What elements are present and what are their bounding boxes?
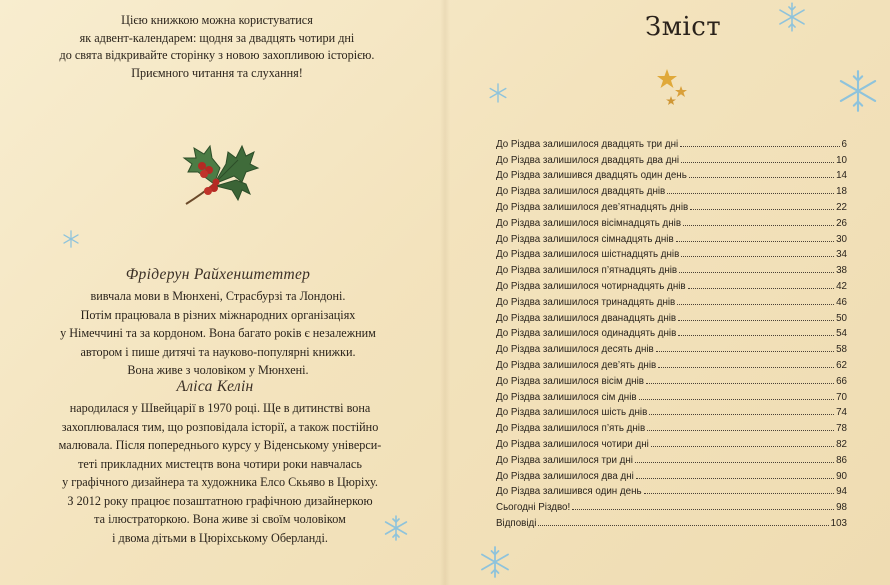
toc-entry-title: До Різдва залишилося п’ять днів [496,423,646,435]
toc-leader-dots [658,366,834,368]
toc-entry[interactable] [496,513,847,529]
toc-leader-dots [679,271,834,273]
bio-line: вивчала мови в Мюнхені, Страсбурзі та Лондоні. [90,289,346,303]
toc-entry-page: 38 [836,265,847,277]
toc-entry-page: 30 [836,233,847,245]
toc-entry-page: 103 [830,517,847,529]
toc-entry-title: До Різдва залишилося одинадцять днів [496,328,677,340]
toc-entry-page: 50 [836,312,847,324]
intro-line: Приємного читання та слухання! [131,65,303,80]
toc-leader-dots [656,350,834,352]
toc-leader-dots [678,334,834,336]
table-of-contents [496,134,847,529]
bio-line: у графічного дизайнера та художника Елсо Скьяво в Цюріху. [62,475,378,489]
toc-entry-page: 14 [836,170,847,182]
toc-leader-dots [639,398,835,400]
toc-entry-title: До Різдва залишилося тринадцять днів [496,296,676,308]
snowflake-icon [478,544,512,580]
toc-entry[interactable] [496,434,847,450]
toc-entry[interactable] [496,497,847,513]
toc-entry-page: 26 [836,217,847,229]
toc-entry[interactable] [496,387,847,403]
bio-line: у Німеччині та за кордоном. Вона багато років є незалежним [60,326,376,340]
toc-entry-page: 86 [836,454,847,466]
toc-leader-dots [538,524,828,526]
toc-leader-dots [680,145,839,147]
toc-entry[interactable] [496,418,847,434]
intro-line: як адвент-календарем: щодня за двадцять чотири дні [79,30,355,45]
toc-entry[interactable] [496,229,847,245]
bio-line: Вона живе з чоловіком у Мюнхені. [127,363,309,377]
toc-leader-dots [651,445,834,447]
toc-entry-page: 18 [836,186,847,198]
toc-entry-title: До Різдва залишилося дев’ять днів [496,359,657,371]
snowflake-icon [382,514,410,542]
toc-entry-title: До Різдва залишилося двадцять три дні [496,138,679,150]
toc-entry-page: 54 [836,328,847,340]
toc-entry[interactable] [496,150,847,166]
toc-entry-page: 90 [836,470,847,482]
bio-line: народилася у Швейцарії в 1970 році. Ще в дитинстві вона [69,401,371,415]
bio-line: теті прикладних мистецтв вона чотири роки навчалась [78,456,362,471]
toc-entry-title: Відповіді [496,517,537,529]
toc-entry-title: До Різдва залишилося шістнадцять днів [496,249,680,261]
toc-entry[interactable] [496,308,847,324]
toc-entry-title: Сьогодні Різдво! [496,502,571,514]
snowflake-icon [62,230,80,248]
toc-entry-title: До Різдва залишилося три дні [496,454,633,466]
bio-line: автором і пише дитячі та науково-популярні книжки. [80,344,356,359]
holly-icon [180,128,262,210]
bio-line: і двома дітьми в Цюріхському Оберланді. [112,530,328,545]
toc-entry[interactable] [496,324,847,340]
toc-entry-page: 6 [841,138,847,150]
toc-entry-title: До Різдва залишилося два дні [496,470,634,482]
toc-entry[interactable] [496,466,847,482]
toc-entry-page: 58 [836,344,847,356]
toc-entry-title: До Різдва залишилося двадцять два дні [496,154,680,166]
toc-title: Зміст [645,12,722,42]
toc-leader-dots [647,429,834,431]
toc-entry-title: До Різдва залишилося вісім днів [496,375,644,387]
toc-entry-page: 98 [836,502,847,514]
toc-entry[interactable] [496,371,847,387]
author1-bio [48,287,388,380]
toc-entry-title: До Різдва залишилося двадцять днів [496,186,666,198]
toc-entry-page: 46 [836,296,847,308]
toc-entry-page: 74 [836,407,847,419]
bio-line: малювала. Після попереднього курсу у Віденському універси- [58,438,382,452]
toc-entry-page: 34 [836,249,847,261]
toc-entry[interactable] [496,213,847,229]
intro-text [52,12,382,82]
author2-name: Аліса Келін [176,378,254,395]
toc-entry-page: 78 [836,423,847,435]
toc-leader-dots [690,208,834,210]
toc-entry[interactable] [496,197,847,213]
toc-entry[interactable] [496,450,847,466]
intro-line: Цією книжкою можна користуватися [121,13,313,27]
toc-leader-dots [667,192,834,194]
toc-leader-dots [681,161,834,163]
toc-leader-dots [646,382,834,384]
toc-entry[interactable] [496,260,847,276]
snowflake-icon [770,0,814,34]
bio-line: та ілюстраторкою. Вона живе зі своїм чоловіком [94,512,346,526]
toc-entry-page: 70 [836,391,847,403]
toc-entry-page: 42 [836,280,847,292]
toc-entry[interactable] [496,181,847,197]
toc-entry-title: До Різдва залишилося сім днів [496,391,637,403]
toc-entry-title: До Різдва залишилося вісімнадцять днів [496,217,682,229]
star-icon [656,68,690,108]
toc-leader-dots [677,303,834,305]
bio-line: З 2012 року працює позаштатною графічною дизайнеркою [67,493,373,508]
toc-entry-page: 66 [836,375,847,387]
toc-leader-dots [635,461,834,463]
toc-entry[interactable] [496,403,847,419]
snowflake-icon [835,68,881,114]
snowflake-icon [487,82,509,104]
toc-leader-dots [649,413,834,415]
toc-leader-dots [636,477,834,479]
toc-leader-dots [688,287,834,289]
toc-entry-page: 82 [836,438,847,450]
toc-entry-title: До Різдва залишилося чотирнадцять днів [496,280,686,292]
intro-line: до свята відкривайте сторінку з новою захопливою історією. [59,48,375,62]
bio-line: Потім працювала в різних міжнародних організаціях [80,307,356,322]
toc-entry-page: 22 [836,201,847,213]
toc-entry-page: 62 [836,359,847,371]
toc-entry-title: До Різдва залишилося сімнадцять днів [496,233,674,245]
toc-entry[interactable] [496,339,847,355]
toc-leader-dots [689,176,834,178]
toc-entry-page: 10 [836,154,847,166]
toc-leader-dots [678,319,834,321]
bio-line: захоплювалася тим, що розповідала історії, а також постійно [61,419,379,434]
toc-leader-dots [572,508,834,510]
toc-entry[interactable] [496,134,847,150]
toc-entry-title: До Різдва залишилося дванадцять днів [496,312,677,324]
toc-entry-title: До Різдва залишилося шість днів [496,407,648,419]
toc-entry-title: До Різдва залишилося дев’ятнадцять днів [496,201,689,213]
toc-leader-dots [676,240,834,242]
toc-entry-page: 94 [836,486,847,498]
toc-leader-dots [644,492,834,494]
toc-entry-title: До Різдва залишилося п’ятнадцять днів [496,265,678,277]
toc-entry[interactable] [496,292,847,308]
toc-entry[interactable] [496,166,847,182]
toc-entry[interactable] [496,276,847,292]
toc-leader-dots [681,255,834,257]
toc-entry[interactable] [496,482,847,498]
toc-entry[interactable] [496,245,847,261]
toc-entry-title: До Різдва залишився один день [496,486,642,498]
author2-bio [40,399,400,547]
toc-entry[interactable] [496,355,847,371]
toc-entry-title: До Різдва залишився двадцять один день [496,170,687,182]
toc-entry-title: До Різдва залишилося чотири дні [496,438,649,450]
toc-leader-dots [683,224,834,226]
toc-entry-title: До Різдва залишилося десять днів [496,344,654,356]
author1-name: Фрідерун Райхенштеттер [125,266,311,283]
